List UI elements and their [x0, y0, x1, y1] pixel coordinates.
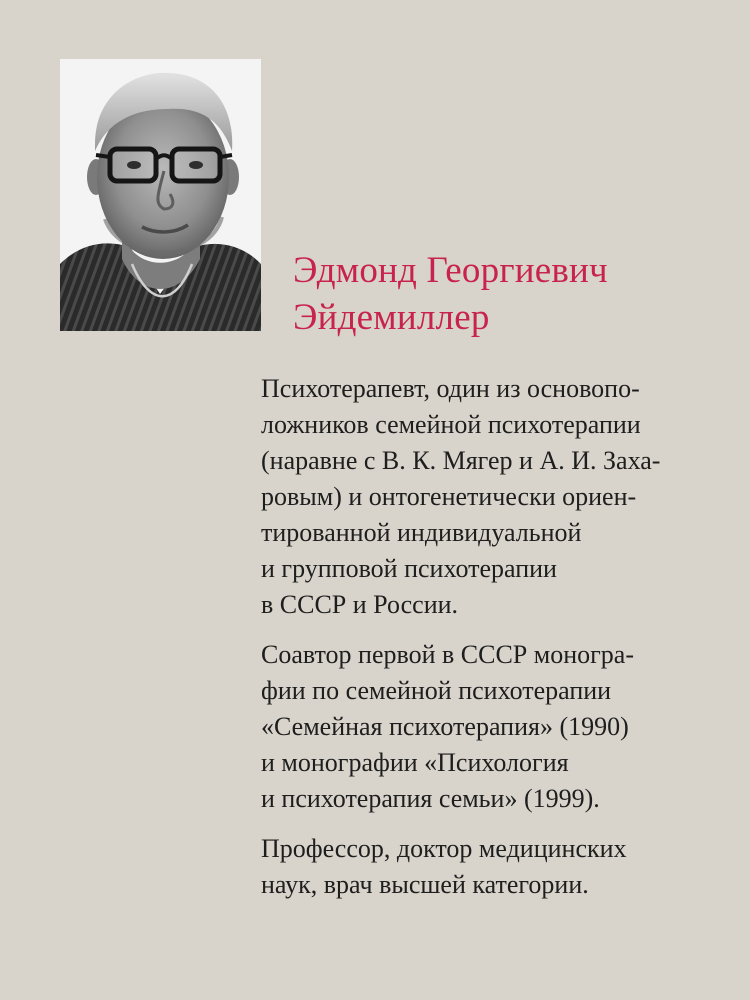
bio-paragraph-3	[261, 831, 726, 903]
portrait-image	[60, 59, 261, 331]
bio-line: наук, врач высшей категории.	[261, 870, 589, 899]
bio-line: фии по семейной психотерапии	[261, 676, 612, 705]
bio-line: Соавтор первой в СССР моногра-	[261, 640, 634, 669]
bio-line: Профессор, доктор медицинских	[261, 834, 627, 863]
bio-paragraph-1	[261, 371, 726, 623]
bio-line: и монографии «Психология	[261, 748, 569, 777]
bio-line: (наравне с В. К. Мягер и А. И. Заха-	[261, 446, 661, 475]
author-biography	[261, 371, 726, 917]
bio-line: ложников семейной психотерапии	[261, 410, 641, 439]
bio-line: в СССР и России.	[261, 590, 459, 619]
bio-line: и групповой психотерапии	[261, 554, 557, 583]
bio-line: тированной индивидуальной	[261, 518, 582, 547]
bio-line: и психотерапия семьи» (1999).	[261, 784, 600, 813]
bio-line: Психотерапевт, один из основопо-	[261, 374, 640, 403]
bio-line: «Семейная психотерапия» (1990)	[261, 712, 629, 741]
author-name-line-1: Эдмонд Георгиевич	[293, 250, 608, 291]
bio-paragraph-2	[261, 637, 726, 817]
author-portrait	[60, 59, 261, 331]
author-name	[293, 247, 723, 341]
bio-line: ровым) и онтогенетически ориен-	[261, 482, 637, 511]
author-name-line-2: Эйдемиллер	[293, 297, 490, 338]
